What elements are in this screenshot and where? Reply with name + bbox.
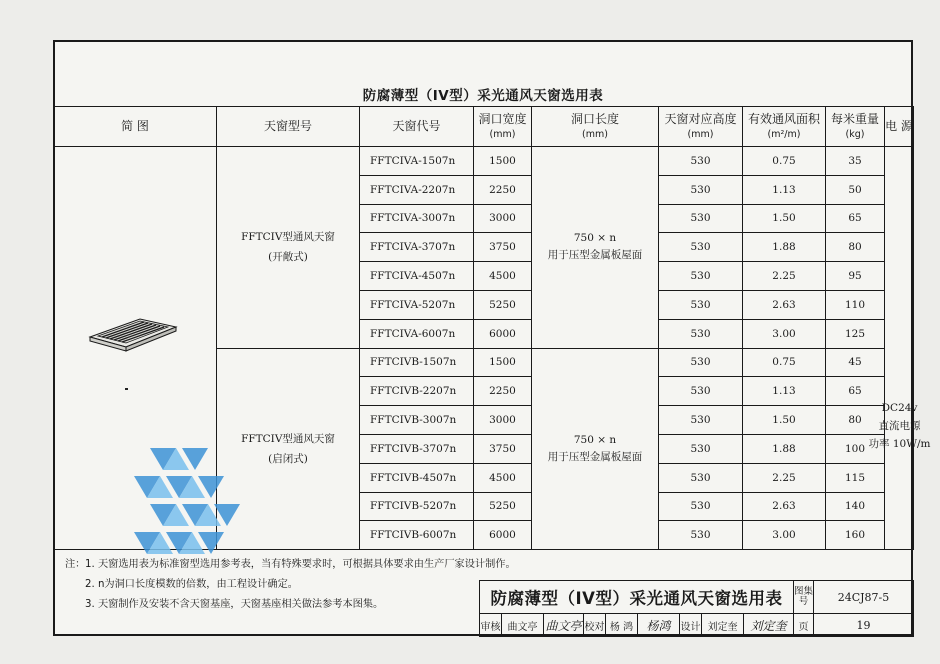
area-cell: 0.75 (743, 348, 826, 377)
area-cell: 1.88 (743, 434, 826, 463)
height-cell: 530 (659, 521, 743, 550)
watermark-logo (120, 436, 270, 556)
width-cell: 5250 (474, 290, 532, 319)
height-cell: 530 (659, 348, 743, 377)
header-code: 天窗代号 (360, 107, 474, 147)
code-cell: FFTCIVA-3707n (360, 233, 474, 262)
design-name: 刘定奎 (702, 614, 744, 637)
height-cell: 530 (659, 147, 743, 176)
area-cell: 2.25 (743, 463, 826, 492)
weight-cell: 80 (826, 233, 885, 262)
weight-cell: 110 (826, 290, 885, 319)
design-signature: 刘定奎 (744, 614, 794, 637)
height-cell: 530 (659, 233, 743, 262)
code-cell: FFTCIVB-1507n (360, 348, 474, 377)
weight-cell: 65 (826, 204, 885, 233)
area-cell: 1.13 (743, 377, 826, 406)
weight-cell: 45 (826, 348, 885, 377)
height-cell: 530 (659, 175, 743, 204)
proof-signature: 杨鸿 (638, 614, 680, 637)
weight-cell: 115 (826, 463, 885, 492)
code-cell: FFTCIVA-1507n (360, 147, 474, 176)
header-weight-unit: (kg) (845, 128, 865, 140)
width-cell: 3750 (474, 434, 532, 463)
width-cell: 1500 (474, 147, 532, 176)
height-cell: 530 (659, 204, 743, 233)
header-diagram: 简 图 (54, 107, 217, 147)
height-cell: 530 (659, 463, 743, 492)
proof-name: 杨 鸿 (606, 614, 638, 637)
weight-cell: 100 (826, 434, 885, 463)
width-cell: 3000 (474, 406, 532, 435)
design-label: 设计 (680, 614, 702, 637)
proof-label: 校对 (584, 614, 606, 637)
height-cell: 530 (659, 377, 743, 406)
header-width (474, 107, 532, 147)
header-weight (826, 107, 885, 147)
model-a-name: FFTCIV型通风天窗 (241, 231, 335, 244)
weight-cell: 95 (826, 262, 885, 291)
length-b-note: 用于压型金属板屋面 (547, 450, 643, 463)
header-length-label: 洞口长度 (570, 111, 619, 126)
power-cell (868, 147, 931, 550)
weight-cell: 80 (826, 406, 885, 435)
code-cell: FFTCIVA-6007n (360, 319, 474, 348)
power-type: 直流电源 (878, 420, 921, 433)
page-title: 防腐薄型（IV型）采光通风天窗选用表 (362, 88, 604, 104)
review-name: 曲文亭 (502, 614, 544, 637)
length-b-formula: 750 × n (573, 433, 617, 446)
length-a-cell (532, 147, 659, 349)
review-label: 审核 (480, 614, 502, 637)
length-a-formula: 750 × n (573, 232, 617, 245)
page-number: 19 (814, 614, 914, 637)
model-a-type: (开敞式) (268, 251, 308, 264)
header-length-unit: (mm) (582, 128, 608, 140)
header-width-unit: (mm) (489, 128, 516, 140)
code-cell: FFTCIVB-3007n (360, 406, 474, 435)
note-3: 3. 天窗制作及安装不含天窗基座，天窗基座相关做法参考本图集。 (85, 599, 384, 610)
header-height-label: 天窗对应高度 (664, 111, 737, 126)
note-1: 1. 天窗选用表为标准窗型选用参考表，当有特殊要求时，可根据具体要求由生产厂家设计制作。 (85, 559, 516, 570)
area-cell: 1.13 (743, 175, 826, 204)
atlas-number: 24CJ87-5 (814, 581, 914, 614)
code-cell: FFTCIVB-3707n (360, 434, 474, 463)
area-cell: 1.88 (743, 233, 826, 262)
width-cell: 3000 (474, 204, 532, 233)
title-block-title: 防腐薄型（IV型）采光通风天窗选用表 (480, 581, 794, 614)
atlas-label: 图集号 (794, 581, 814, 614)
weight-cell: 125 (826, 319, 885, 348)
width-cell: 5250 (474, 492, 532, 521)
length-b-cell (532, 348, 659, 550)
area-cell: 2.25 (743, 262, 826, 291)
area-cell: 2.63 (743, 492, 826, 521)
header-width-label: 洞口宽度 (478, 111, 527, 126)
model-a-cell (217, 147, 360, 349)
header-power: 电 源 (885, 107, 914, 147)
height-cell: 530 (659, 406, 743, 435)
table-header-row (54, 107, 914, 147)
area-cell: 1.50 (743, 406, 826, 435)
height-cell: 530 (659, 492, 743, 521)
width-cell: 2250 (474, 377, 532, 406)
skylight-drawing (88, 293, 178, 353)
header-area (743, 107, 826, 147)
code-cell: FFTCIVB-6007n (360, 521, 474, 550)
power-rating: 功率 10W/m (868, 438, 931, 451)
width-cell: 1500 (474, 348, 532, 377)
header-model: 天窗型号 (217, 107, 360, 147)
code-cell: FFTCIVA-2207n (360, 175, 474, 204)
width-cell: 2250 (474, 175, 532, 204)
width-cell: 4500 (474, 262, 532, 291)
code-cell: FFTCIVB-5207n (360, 492, 474, 521)
code-cell: FFTCIVA-4507n (360, 262, 474, 291)
height-cell: 530 (659, 319, 743, 348)
model-b-type: (启闭式) (268, 452, 308, 465)
header-weight-label: 每米重量 (830, 111, 879, 126)
weight-cell: 160 (826, 521, 885, 550)
drawing-mark (125, 388, 128, 390)
weight-cell: 65 (826, 377, 885, 406)
height-cell: 530 (659, 434, 743, 463)
area-cell: 2.63 (743, 290, 826, 319)
note-2: 2. n为洞口长度模数的倍数，由工程设计确定。 (85, 579, 298, 590)
width-cell: 4500 (474, 463, 532, 492)
weight-cell: 50 (826, 175, 885, 204)
width-cell: 6000 (474, 319, 532, 348)
notes-label: 注： (65, 559, 86, 570)
header-height-unit: (mm) (687, 128, 714, 140)
code-cell: FFTCIVA-5207n (360, 290, 474, 319)
width-cell: 3750 (474, 233, 532, 262)
code-cell: FFTCIVB-4507n (360, 463, 474, 492)
header-height (659, 107, 743, 147)
height-cell: 530 (659, 262, 743, 291)
code-cell: FFTCIVA-3007n (360, 204, 474, 233)
area-cell: 0.75 (743, 147, 826, 176)
model-b-name: FFTCIV型通风天窗 (241, 432, 335, 445)
length-a-note: 用于压型金属板屋面 (547, 249, 643, 262)
header-length (532, 107, 659, 147)
weight-cell: 140 (826, 492, 885, 521)
height-cell: 530 (659, 290, 743, 319)
table-row (54, 147, 914, 176)
power-voltage: DC24v (881, 402, 918, 415)
page-label: 页 (794, 614, 814, 637)
notes-block (65, 555, 516, 615)
area-cell: 3.00 (743, 521, 826, 550)
header-area-label: 有效通风面积 (747, 111, 820, 126)
header-area-unit: (m²/m) (767, 128, 801, 140)
code-cell: FFTCIVB-2207n (360, 377, 474, 406)
area-cell: 3.00 (743, 319, 826, 348)
width-cell: 6000 (474, 521, 532, 550)
review-signature: 曲文亭 (544, 614, 584, 637)
title-block (479, 580, 914, 637)
weight-cell: 35 (826, 147, 885, 176)
area-cell: 1.50 (743, 204, 826, 233)
